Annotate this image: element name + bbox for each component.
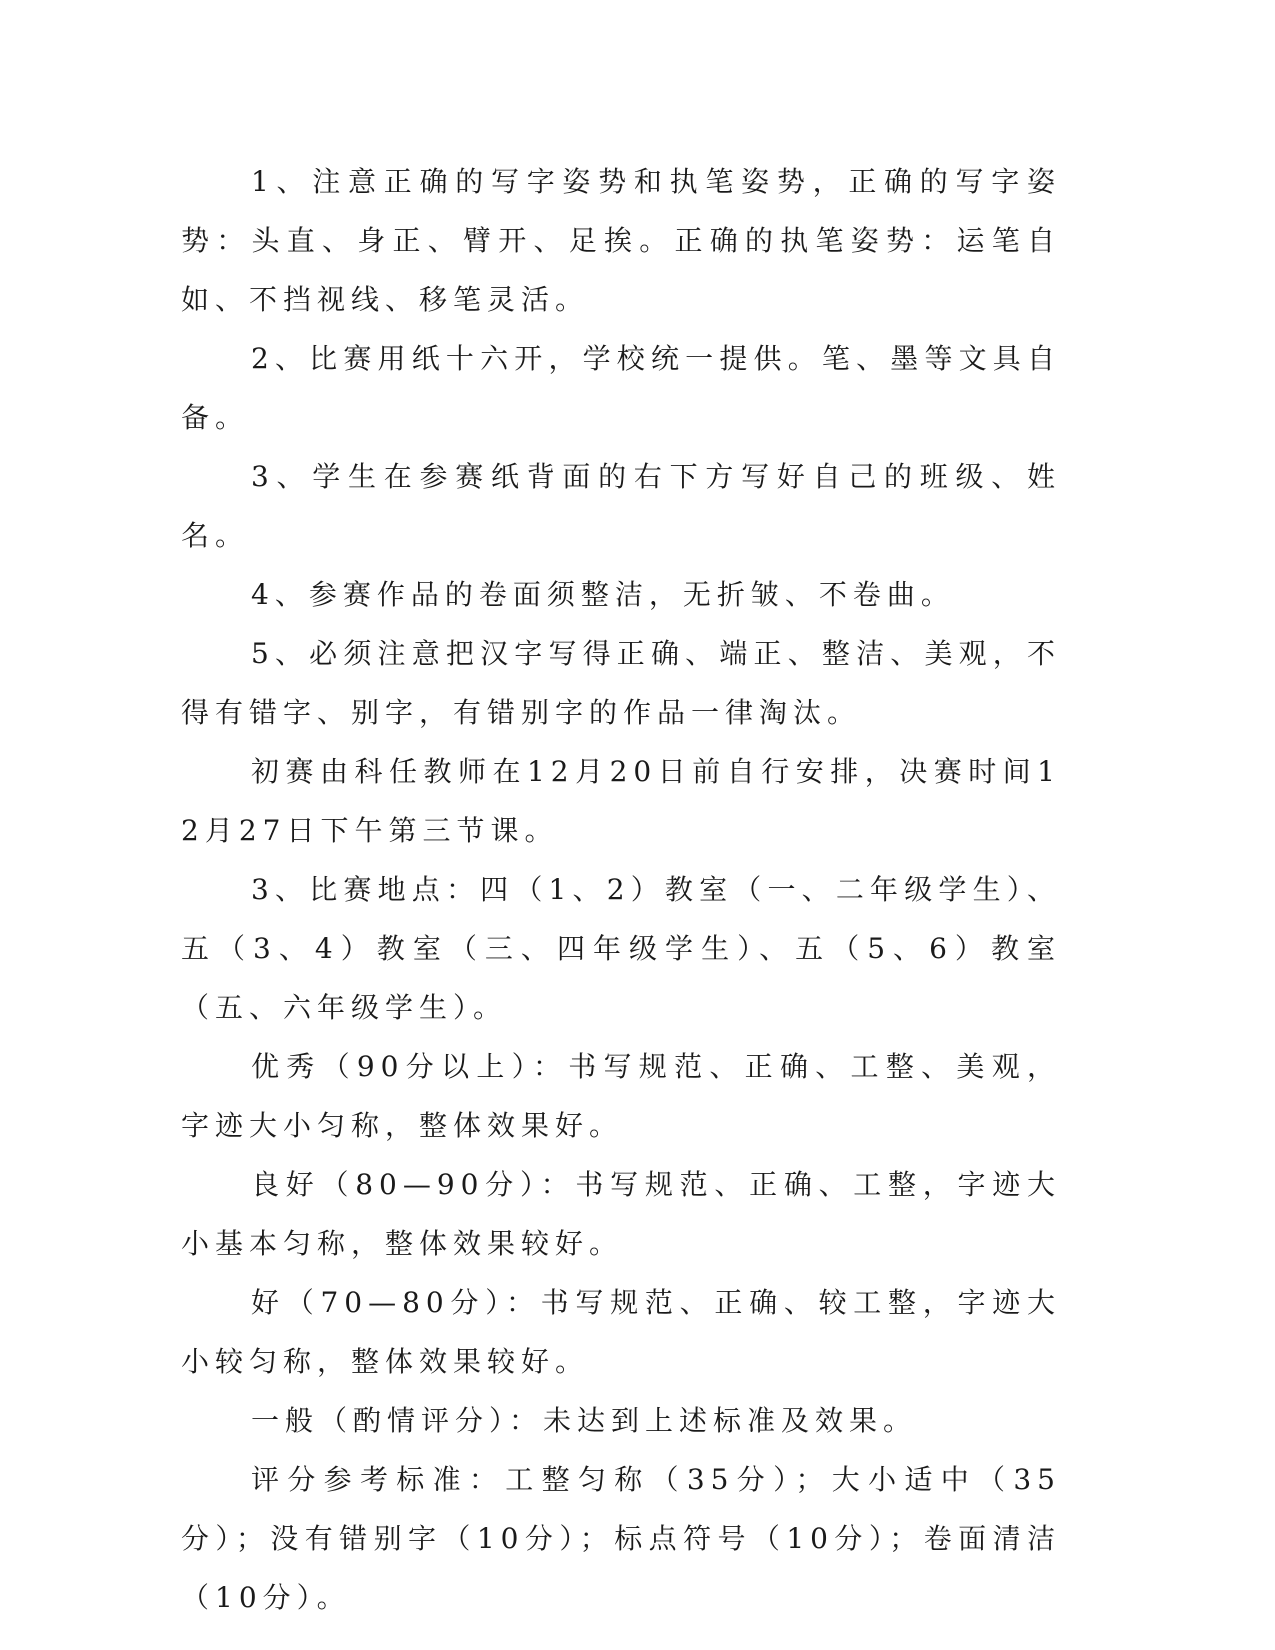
- document-body: [181, 152, 1061, 1627]
- paragraph-grade-good-plus: 良好（80—90分）：书写规范、正确、工整，字迹大小基本匀称，整体效果较好。: [181, 1168, 1061, 1260]
- paragraph-grade-excellent: 优秀（90分以上）：书写规范、正确、工整、美观，字迹大小匀称，整体效果好。: [181, 1050, 1061, 1142]
- paragraph-venue: 3、比赛地点：四（1、2）教室（一、二年级学生）、五（3、4）教室（三、四年级学生）、五（5、6）教室（五、六年级学生）。: [181, 873, 1061, 1024]
- paragraph-neatness: 4、参赛作品的卷面须整洁，无折皱、不卷曲。: [251, 578, 955, 611]
- paragraph-grade-good: 好（70—80分）：书写规范、正确、较工整，字迹大小较匀称，整体效果较好。: [181, 1286, 1061, 1378]
- paragraph-correctness: 5、必须注意把汉字写得正确、端正、整洁、美观，不得有错字、别字，有错别字的作品一律淘汰。: [181, 637, 1061, 729]
- paragraph-grade-average: 一般（酌情评分）：未达到上述标准及效果。: [251, 1404, 918, 1437]
- paragraph-scoring-criteria: 评分参考标准：工整匀称（35分）；大小适中（35分）；没有错别字（10分）；标点符号（10分）；卷面清洁（10分）。: [181, 1463, 1061, 1614]
- paragraph-writing-posture: 1、注意正确的写字姿势和执笔姿势，正确的写字姿势：头直、身正、臂开、足挨。正确的执笔姿势：运笔自如、不挡视线、移笔灵活。: [181, 165, 1061, 316]
- paragraph-schedule: 初赛由科任教师在12月20日前自行安排，决赛时间12月27日下午第三节课。: [181, 755, 1061, 847]
- paragraph-paper-supplies: 2、比赛用纸十六开，学校统一提供。笔、墨等文具自备。: [181, 342, 1061, 434]
- paragraph-name-class: 3、学生在参赛纸背面的右下方写好自己的班级、姓名。: [181, 460, 1061, 552]
